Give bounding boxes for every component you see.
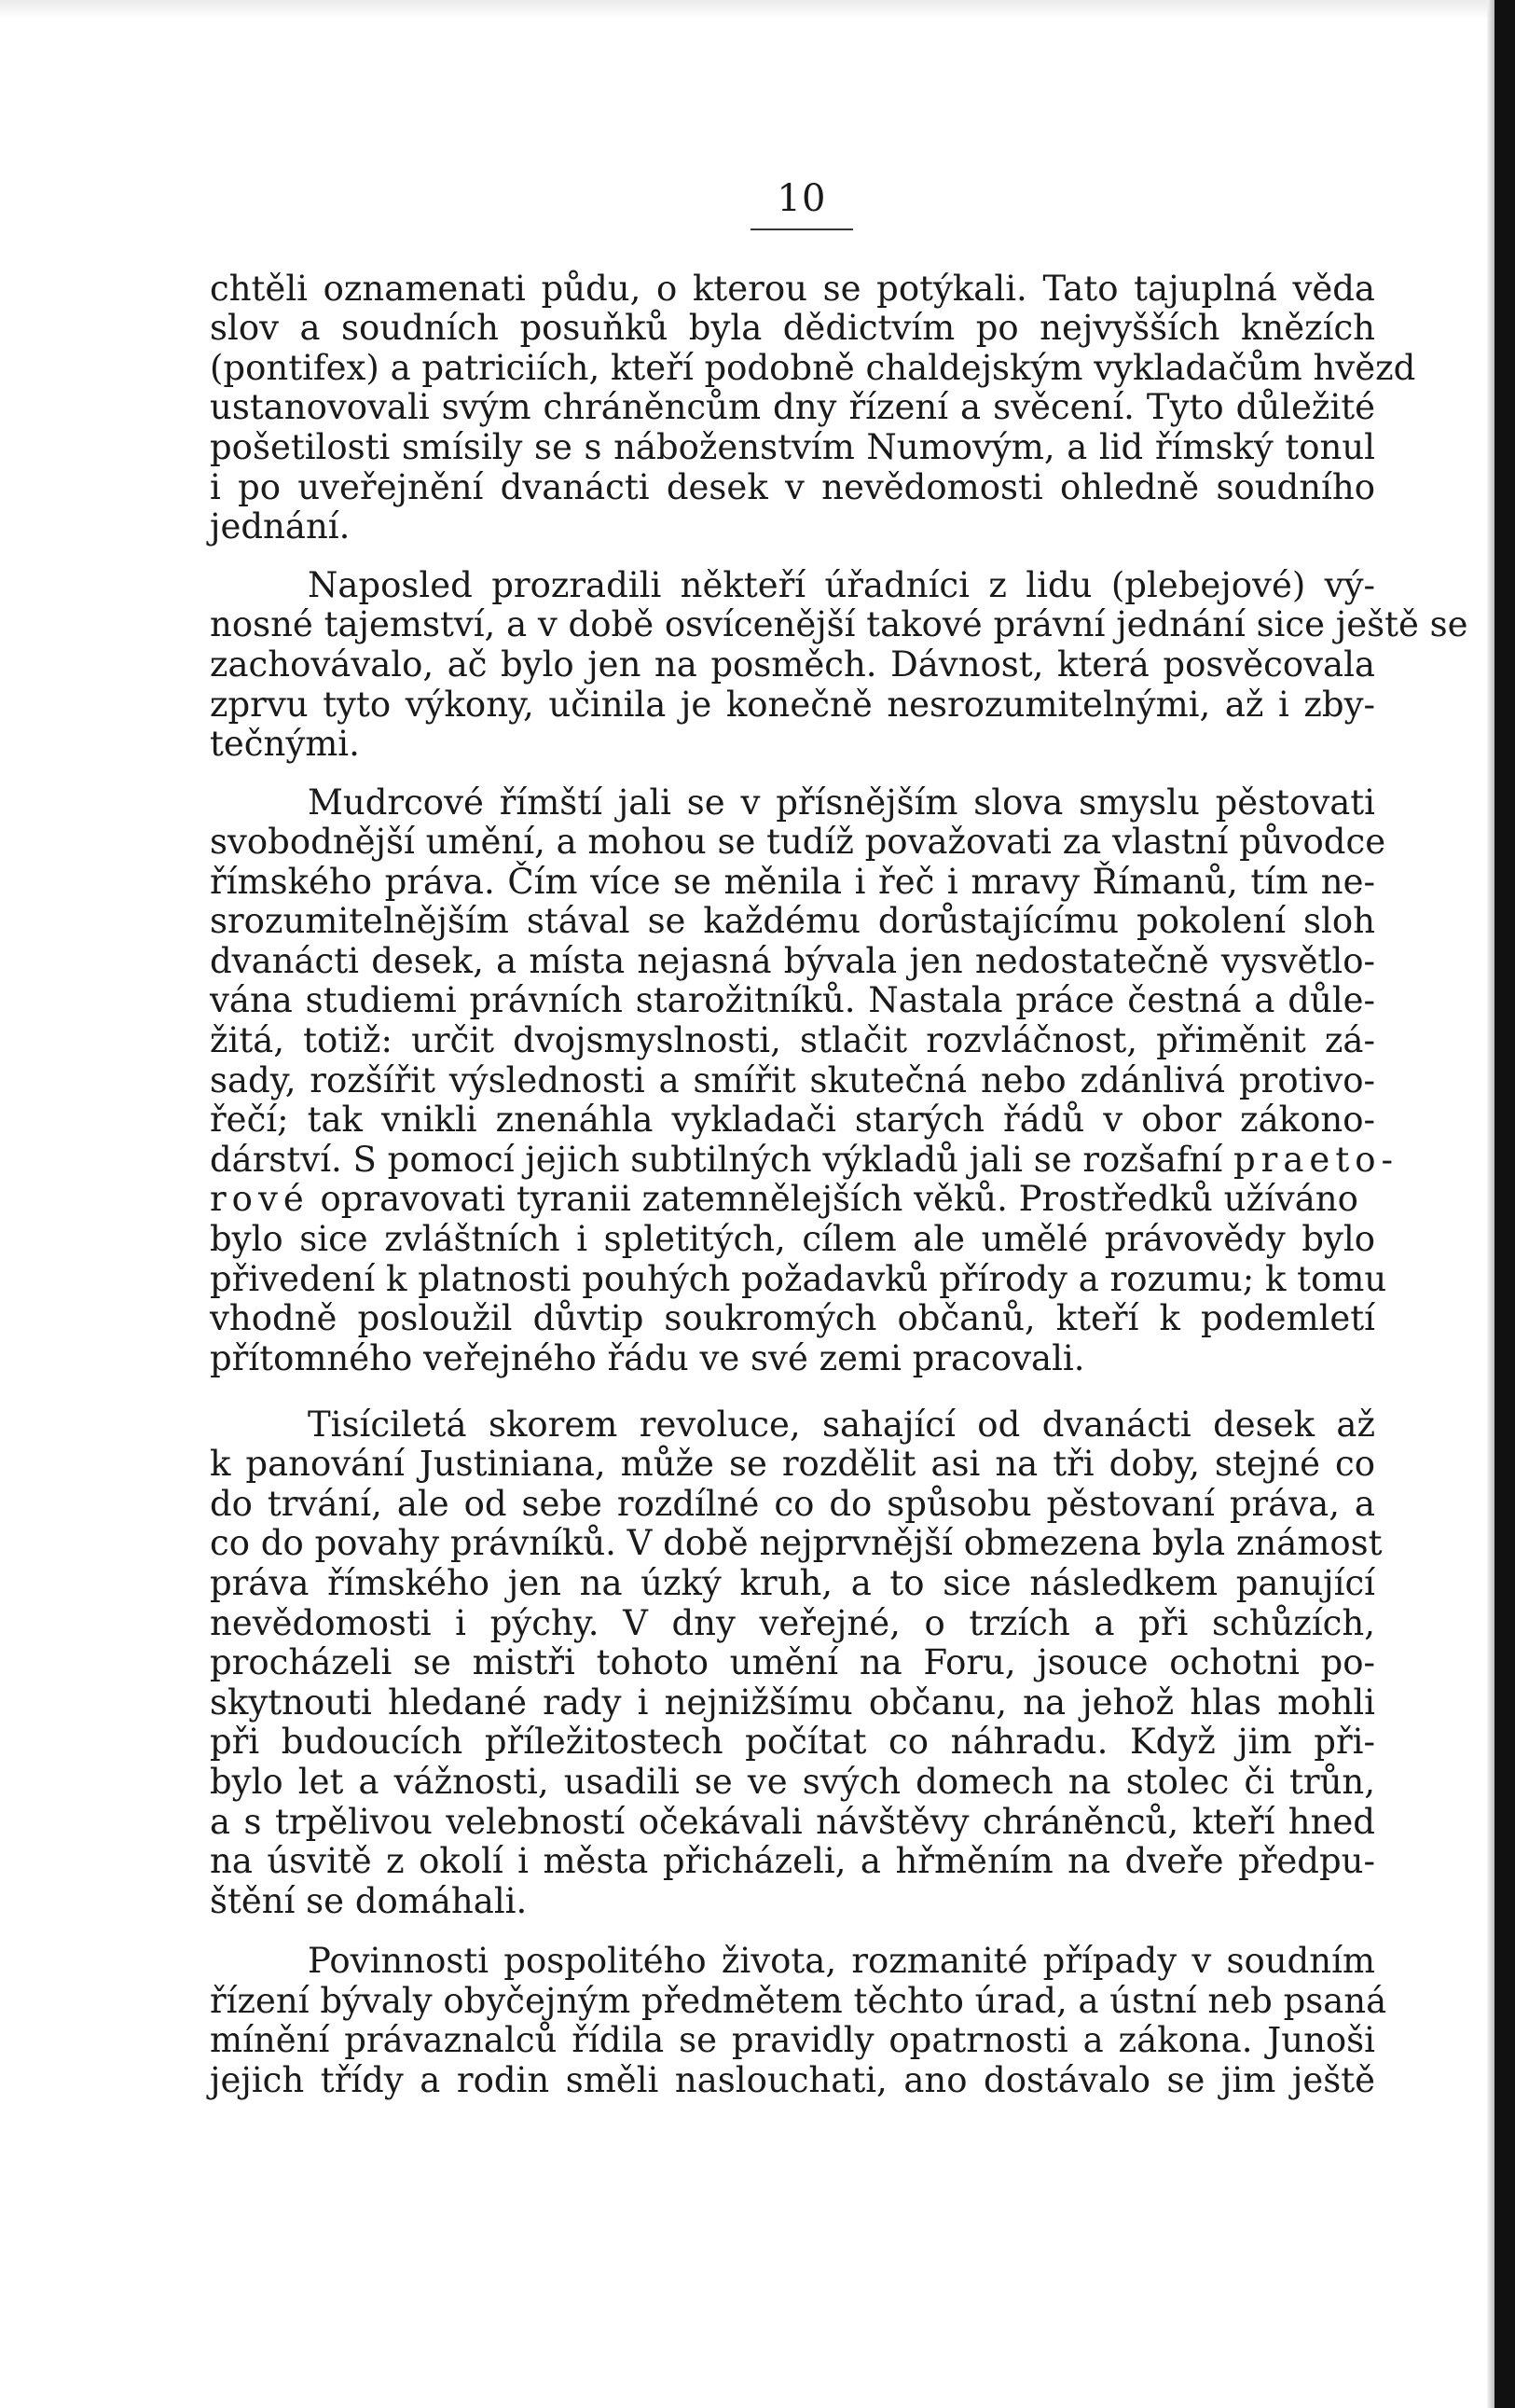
text-line: svobodnější umění, a mohou se tudíž považovati za vlastní původce (210, 822, 1386, 862)
text-line (210, 1178, 1375, 1221)
scan-edge-top (0, 0, 1515, 19)
text-line: srozumitelnějším stával se každému dorůstajícímu pokolení sloh (210, 901, 1375, 941)
text-line: pošetilosti smísily se s náboženstvím Numovým, a lid římský tonul (210, 427, 1375, 467)
text-line: Tisíciletá skorem revoluce, sahající od dvanácti desek až (308, 1405, 1375, 1445)
text-line: na úsvitě z okolí i města přicházeli, a hřměním na dveře předpu- (210, 1841, 1375, 1881)
text-line: dvanácti desek, a místa nejasná bývala jen nedostatečně vysvětlo- (210, 941, 1375, 981)
text-line-main: dárství. S pomocí jejich subtilných výkladů jali se rozšafní (210, 1140, 1223, 1180)
text-line: přítomného veřejného řádu ve své zemi pracovali. (210, 1338, 1085, 1378)
text-line: ustanovovali svým chráněncům dny řízení a svěcení. Tyto důležité (210, 387, 1375, 427)
text-line: sady, rozšířit výslednosti a smířit skutečná nebo zdánlivá protivo- (210, 1060, 1375, 1100)
text-line: řízení bývaly obyčejným předmětem těchto úrad, a ústní neb psaná (210, 1981, 1387, 2021)
text-line: vhodně posloužil důvtip soukromých občanů, kteří k podemletí (210, 1298, 1375, 1338)
text-line: nosné tajemství, a v době osvícenější takové právní jednání sice ještě se (210, 604, 1468, 644)
text-line: slov a soudních posuňků byla dědictvím po nejvyšších knězích (210, 308, 1375, 348)
page-number: 10 (777, 177, 827, 220)
text-line: mínění právaznalců řídila se pravidly opatrnosti a zákona. Junoši (210, 2020, 1375, 2060)
text-line: vána studiemi právních starožitníků. Nastala práce čestná a důle- (210, 980, 1375, 1020)
text-line (210, 1139, 1398, 1182)
text-line: zachovávalo, ač bylo jen na posměch. Dávnost, která posvěcovala (210, 644, 1375, 685)
text-line-rest: opravovati tyranii zatemnělejších věků. Prostředků užíváno (309, 1179, 1358, 1219)
text-line: Povinnosti pospolitého života, rozmanité případy v soudním (308, 1941, 1375, 1981)
text-line: jejich třídy a rodin směli naslouchati, ano dostávalo se jim ještě (210, 2060, 1375, 2100)
text-line: řečí; tak vnikli znenáhla vykladači starých řádů v obor zákono- (210, 1100, 1375, 1140)
emphasized-term: rové (210, 1179, 310, 1219)
text-line: procházeli se mistři tohoto umění na Foru, jsouce ochotni po- (210, 1642, 1375, 1682)
text-line: Mudrcové římští jali se v přísnějším slova smyslu pěstovati (308, 782, 1375, 823)
scan-edge-right (1494, 0, 1515, 2408)
text-line: skytnouti hledané rady i nejnižšímu občanu, na jehož hlas mohli (210, 1682, 1375, 1723)
text-line: přivedení k platnosti pouhých požadavků přírody a rozumu; k tomu (210, 1259, 1387, 1299)
text-line: bylo sice zvláštních i spletitých, cílem ale umělé právovědy bylo (210, 1219, 1375, 1259)
text-line: práva římského jen na úzký kruh, a to sice následkem panující (210, 1563, 1375, 1603)
text-line: tečnými. (210, 724, 360, 764)
text-line: i po uveřejnění dvanácti desek v nevědomosti ohledně soudního (210, 467, 1375, 507)
text-line: zprvu tyto výkony, učinila je konečně nesrozumitelnými, až i zby- (210, 685, 1375, 725)
text-line: Naposled prozradili někteří úřadníci z lidu (plebejové) vý- (308, 565, 1375, 605)
emphasized-term: praeto- (1233, 1140, 1398, 1180)
text-line: římského práva. Čím více se měnila i řeč i mravy Římanů, tím ne- (210, 862, 1375, 902)
text-line: a s trpělivou velebností očekávali návštěvy chráněnců, kteří hned (210, 1802, 1375, 1842)
text-line: žitá, totiž: určit dvojsmyslnosti, stlačit rozvláčnost, přiměnit zá- (210, 1020, 1375, 1060)
text-line: (pontifex) a patriciích, kteří podobně chaldejským vykladačům hvězd (210, 348, 1416, 388)
text-line: štění se domáhali. (210, 1881, 528, 1921)
text-line: při budoucích příležitostech počítat co náhradu. Když jim při- (210, 1722, 1375, 1762)
scan-edge-shadow (1487, 0, 1494, 2408)
text-line: nevědomosti i pýchy. V dny veřejné, o trzích a při schůzích, (210, 1603, 1375, 1643)
page-number-rule (751, 228, 853, 230)
text-line: k panování Justiniana, může se rozdělit asi na tři doby, stejné co (210, 1444, 1375, 1484)
text-line: jednání. (210, 506, 351, 547)
text-line: chtěli oznamenati půdu, o kterou se potýkali. Tato tajuplná věda (210, 269, 1375, 309)
text-line: co do povahy právníků. V době nejprvnější obmezena byla známost (210, 1523, 1383, 1563)
text-line: bylo let a vážnosti, usadili se ve svých domech na stolec či trůn, (210, 1762, 1375, 1802)
text-line: do trvání, ale od sebe rozdílné co do spůsobu pěstovaní práva, a (210, 1484, 1375, 1524)
